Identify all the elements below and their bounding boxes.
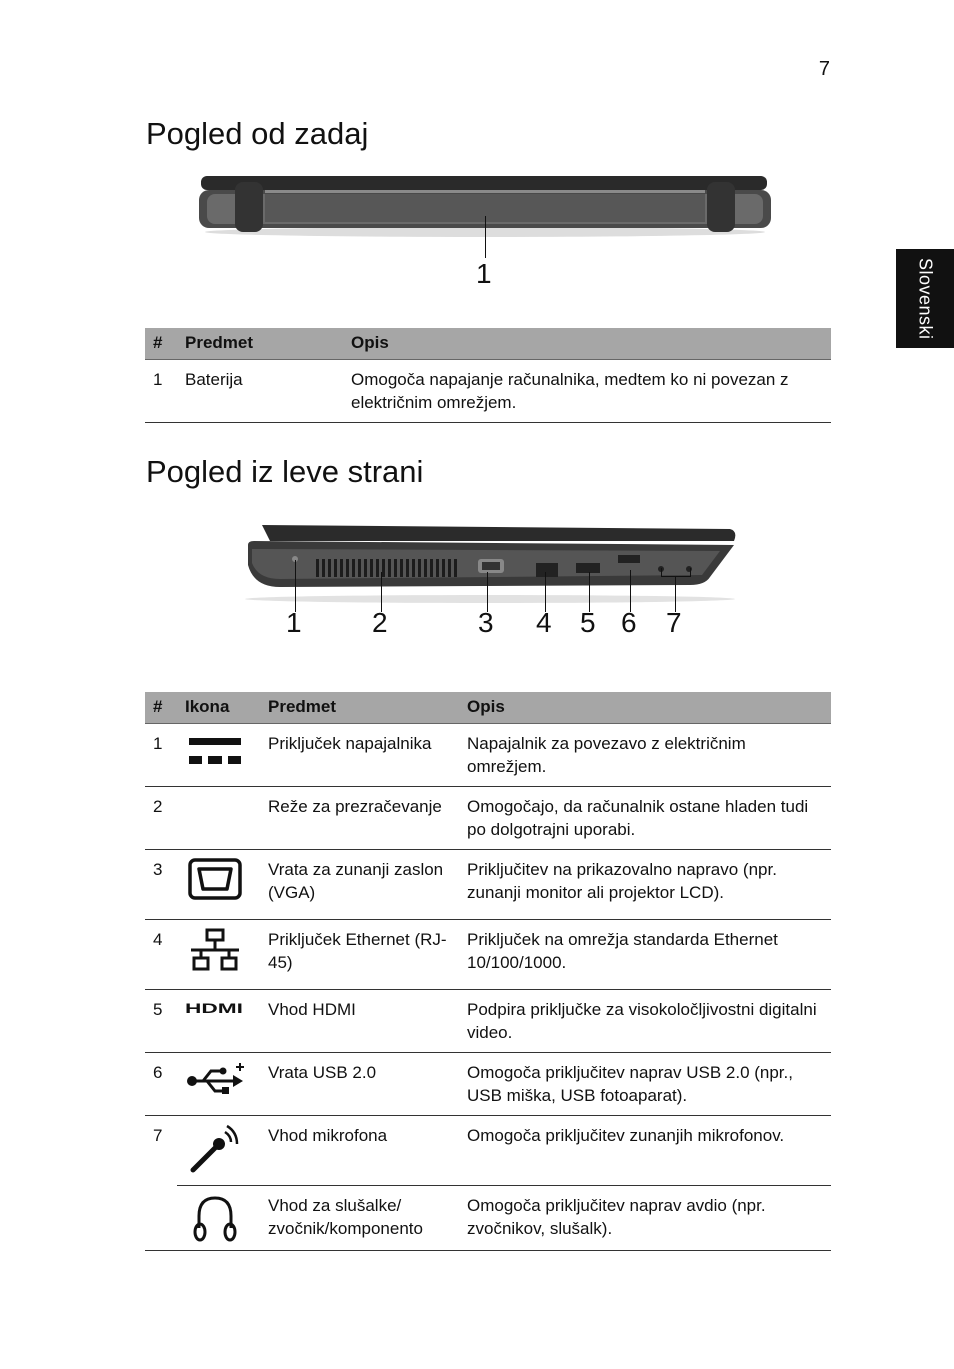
table-row [145,990,831,1053]
row-desc: Omogoča napajanje računalnika, medtem ko ni povezan z električnim omrežjem. [343,360,831,423]
language-tab [896,249,954,348]
left-view-table [145,692,831,1251]
row-desc: Podpira priključke za visokoločljivostni digitalni video. [459,990,831,1053]
row-desc: Priključitev na prikazovalno napravo (npr. zunanji monitor ali projektor LCD). [459,850,831,920]
row-item: Priključek napajalnika [260,724,459,787]
left-view-title: Pogled iz leve strani [146,454,424,489]
vga-icon [185,858,245,902]
left-callout-4: 4 [536,607,552,638]
callout-line [381,572,382,612]
rear-view-title: Pogled od zadaj [146,116,369,151]
rear-callout-1: 1 [476,258,492,289]
table-row [145,1053,831,1116]
row-num: 6 [145,1053,177,1116]
header-desc: Opis [459,692,831,724]
row-desc: Priključek na omrežja standarda Ethernet 10/100/1000. [459,920,831,990]
header-num: # [145,692,177,724]
rear-view-table [145,328,831,423]
row-num: 7 [145,1116,177,1251]
header-num: # [145,328,177,360]
ethernet-icon [185,928,245,976]
left-callout-2: 2 [372,607,388,638]
hdmi-icon [185,998,245,1018]
header-desc: Opis [343,328,831,360]
row-icon-empty [177,787,260,850]
table-row [145,1186,831,1251]
row-item: Vhod HDMI [260,990,459,1053]
callout-bracket [661,568,691,577]
header-icon: Ikona [177,692,260,724]
row-num: 4 [145,920,177,990]
callout-line [589,572,590,612]
left-callout-1: 1 [286,607,302,638]
row-desc: Omogočajo, da računalnik ostane hladen tudi po dolgotrajni uporabi. [459,787,831,850]
row-item: Priključek Ethernet (RJ-45) [260,920,459,990]
table-row [145,850,831,920]
row-item: Vhod mikrofona [260,1116,459,1186]
table-row [145,1116,831,1186]
row-num: 1 [145,724,177,787]
row-item: Vhod za slušalke/ zvočnik/komponento [260,1186,459,1251]
laptop-left-illustration [240,515,740,605]
row-num: 5 [145,990,177,1053]
table-row [145,724,831,787]
table-row [145,920,831,990]
callout-line [485,216,486,258]
row-num: 1 [145,360,177,423]
row-item: Reže za prezračevanje [260,787,459,850]
row-desc: Omogoča priključitev naprav USB 2.0 (npr., USB miška, USB fotoaparat). [459,1053,831,1116]
left-callout-5: 5 [580,607,596,638]
callout-line [545,572,546,612]
headphones-icon [185,1194,245,1242]
row-desc: Napajalnik za povezavo z električnim omrežjem. [459,724,831,787]
row-item: Baterija [177,360,343,423]
dc-power-icon [185,732,245,768]
callout-line [487,572,488,612]
svg-text:HDMI: HDMI [185,1000,243,1016]
table-row [145,787,831,850]
page-number: 7 [818,58,830,80]
left-callout-3: 3 [478,607,494,638]
microphone-icon [185,1124,245,1174]
row-item: Vrata za zunanji zaslon (VGA) [260,850,459,920]
row-item: Vrata USB 2.0 [260,1053,459,1116]
row-num: 2 [145,787,177,850]
row-desc: Omogoča priključitev zunanjih mikrofonov. [459,1116,831,1186]
left-callout-7: 7 [666,607,682,638]
callout-line [295,560,296,612]
callout-line [630,570,631,612]
header-item: Predmet [260,692,459,724]
left-callout-6: 6 [621,607,637,638]
usb-icon [185,1061,247,1097]
row-desc: Omogoča priključitev naprav avdio (npr. zvočnikov, slušalk). [459,1186,831,1251]
header-item: Predmet [177,328,343,360]
table-row [145,360,831,423]
row-num: 3 [145,850,177,920]
language-tab-label: Slovenski [915,257,936,340]
